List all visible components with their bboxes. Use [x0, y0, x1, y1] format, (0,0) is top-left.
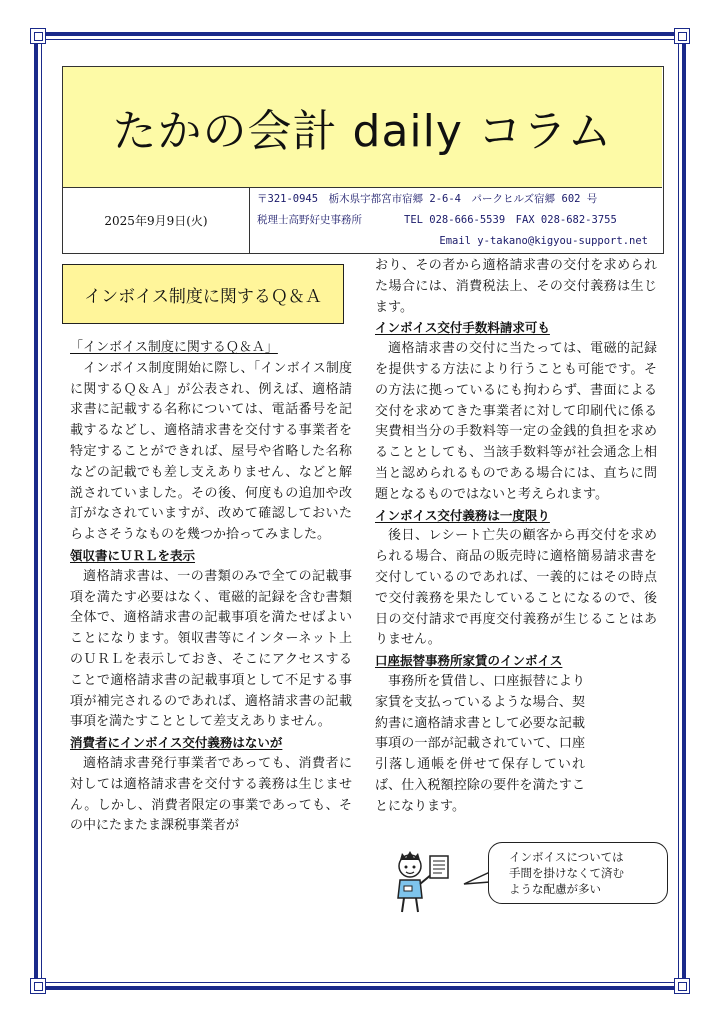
body-rent: 事務所を賃借し、口座振替により家賃を支払っているような場合、契約書に適格請求書として必要な記載事項の一部が記載されていて、口座引落し通帳を併せて保存していれば、仕入税額控除の要件を満たすことになります。 — [375, 673, 585, 814]
heading-once: インボイス交付義務は一度限り — [375, 507, 550, 523]
heading-url-receipt: 領収書にＵＲＬを表示 — [70, 547, 196, 563]
bubble-line-1: インボイスについては — [509, 850, 624, 864]
body-consumer-continued: おり、その者から適格請求書の交付を求められた場合には、消費税法上、その交付義務は生じます。 — [375, 258, 657, 315]
issue-date: 2025年9月9日(火) — [63, 188, 250, 253]
frame-corner-bottom-left — [30, 978, 46, 994]
heading-rent: 口座振替事務所家賃のインボイス — [375, 653, 563, 669]
intro-heading: 「インボイス制度に関するＱ＆Ａ」 — [70, 340, 278, 355]
person-with-document-icon — [386, 848, 458, 916]
frame-corner-top-right — [674, 28, 690, 44]
office-name-phone: 税理士高野好史事務所 TEL 028-666-5539 FAX 028-682-3755 — [257, 214, 617, 226]
speech-bubble — [488, 842, 668, 904]
office-contact — [257, 189, 662, 252]
section-title: インボイス制度に関するＱ＆Ａ — [84, 286, 322, 307]
title-box — [63, 67, 662, 188]
masthead — [62, 66, 664, 254]
frame-corner-bottom-right — [674, 978, 690, 994]
heading-consumer: 消費者にインボイス交付義務はないが — [70, 735, 283, 751]
office-email: Email y-takano@kigyou-support.net — [439, 235, 648, 247]
frame-corner-top-left — [30, 28, 46, 44]
section-title-box — [62, 264, 344, 324]
page-title: たかの会計 daily コラム — [112, 106, 613, 157]
intro-body: インボイス制度開始に際し、「インボイス制度に関するＱ＆Ａ」が公表され、例えば、適格請求書に記載する名称については、電話番号を記載するなどし、適格請求書を交付する事業者を特定することができれば、屋号や省略した名称などの記載でも差し支えありません、などと解説されていました。その後、何度もの追加や改訂がなされていますが、改めて確認しておいたらよさそうなものを幾つか拾ってみました。 — [70, 360, 352, 543]
right-column — [375, 256, 657, 818]
body-consumer: 適格請求書発行事業者であっても、消費者に対しては適格請求書を交付する義務は生じません。しかし、消費者限定の事業であっても、その中にたまたま課税事業者が — [70, 755, 352, 834]
heading-fee: インボイス交付手数料請求可も — [375, 320, 550, 336]
body-url-receipt: 適格請求書は、一の書類のみで全ての記載事項を満たす必要はなく、電磁的記録を含む書類全体で、適格請求書の記載事項を満たせばよいことになります。領収書等にインターネット上のＵＲＬを表示しておき、そこにアクセスすることで適格請求書の記載事項として不足する事項が補完されるのであれば、適格請求書の記載事項を満たすこととして差支えありません。 — [70, 568, 352, 730]
bubble-line-3: ような配慮が多い — [509, 882, 601, 896]
body-once: 後日、レシート亡失の顧客から再交付を求められる場合、商品の販売時に適格簡易請求書を交付しているのであれば、一義的にはその時点で交付義務を果たしていることになるので、後日の交付請求で再度交付義務が生じることはありません。 — [375, 528, 657, 648]
body-fee: 適格請求書の交付に当たっては、電磁的記録を提供する方法により行うことも可能です。その方法に拠っているにも拘わらず、書面による交付を求めてきた事業者に対して印刷代に係る実費相当分の手数料等一定の金銭的負担を求めることとしても、当該手数料等が社会通念上相当と認められるものである場合には、直ちに問題となるものではないと考えられます。 — [375, 341, 657, 502]
office-address: 〒321-0945 栃木県宇都宮市宿郷 2-6-4 パークヒルズ宿郷 602 号 — [257, 193, 598, 205]
left-column — [70, 338, 352, 837]
bubble-line-2: 手間を掛けなくて済む — [509, 866, 624, 880]
